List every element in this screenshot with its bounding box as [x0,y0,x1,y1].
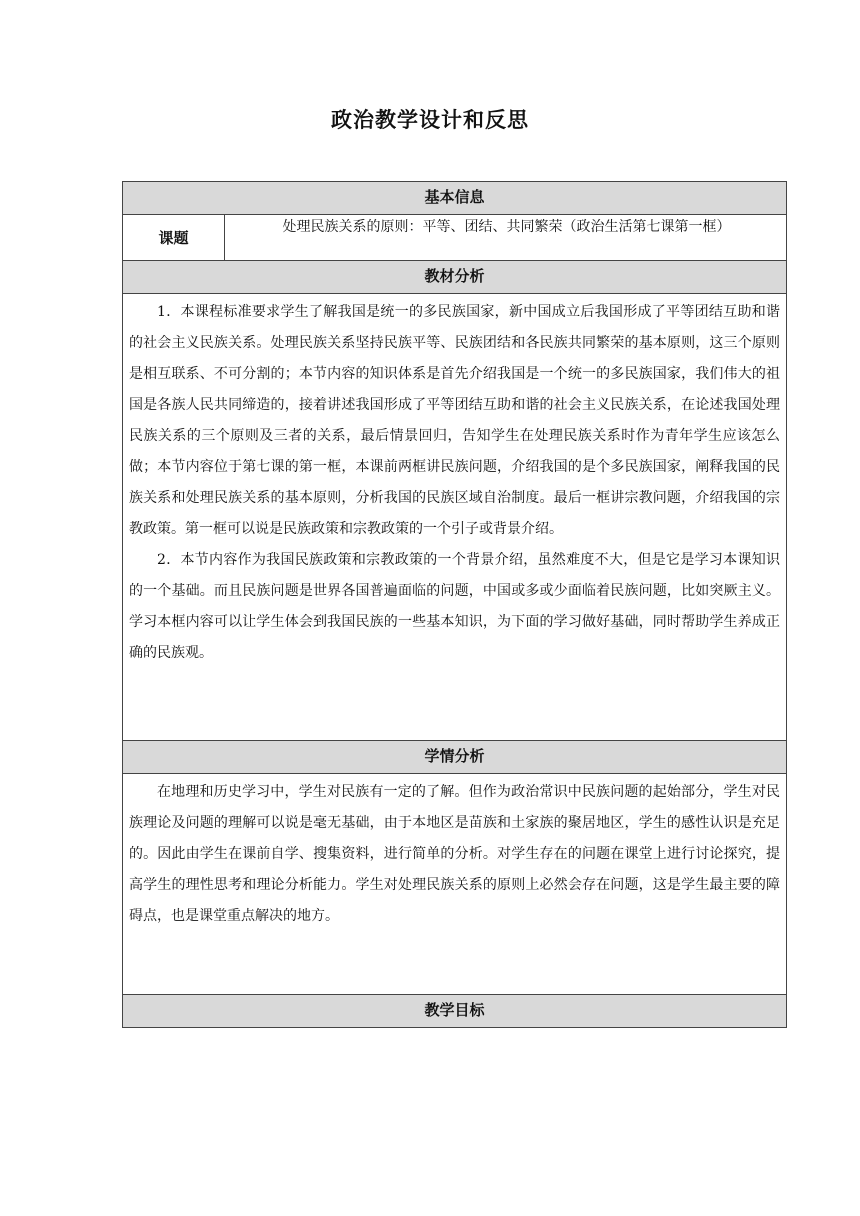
lesson-plan-table [122,181,787,1028]
section-header-material-analysis: 教材分析 [123,261,787,294]
student-analysis-paragraph: 在地理和历史学习中，学生对民族有一定的了解。但作为政治常识中民族问题的起始部分，学生对民族理论及问题的理解可以说是毫无基础，由于本地区是苗族和土家族的聚居地区，学生的感性认识是充足的。因此由学生在课前自学、搜集资料，进行简单的分析。对学生存在的问题在课堂上进行讨论探究，提高学生的理性思考和理论分析能力。学生对处理民族关系的原则上必然会存在问题，这是学生最主要的障碍点，也是课堂重点解决的地方。 [129,784,781,924]
topic-value: 处理民族关系的原则：平等、团结、共同繁荣（政治生活第七课第一框） [225,215,787,261]
material-analysis-paragraph-2: 2．本节内容作为我国民族政策和宗教政策的一个背景介绍，虽然难度不大，但是它是学习本课知识的一个基础。而且民族问题是世界各国普遍面临的问题，中国或多或少面临着民族问题，比如突厥主义。学习本框内容可以让学生体会到我国民族的一些基本知识，为下面的学习做好基础，同时帮助学生养成正确的民族观。 [129,552,781,661]
section-header-teaching-goals: 教学目标 [123,995,787,1028]
section-header-student-analysis: 学情分析 [123,741,787,774]
material-analysis-content [123,294,787,741]
student-analysis-content [123,774,787,995]
topic-label: 课题 [123,215,225,261]
section-header-basic-info: 基本信息 [123,182,787,215]
document-title: 政治教学设计和反思 [331,108,529,132]
material-analysis-paragraph-1: 1．本课程标准要求学生了解我国是统一的多民族国家，新中国成立后我国形成了平等团结互助和谐的社会主义民族关系。处理民族关系坚持民族平等、民族团结和各民族共同繁荣的基本原则，这三个原则是相互联系、不可分割的；本节内容的知识体系是首先介绍我国是一个统一的多民族国家，我们伟大的祖国是各族人民共同缔造的，接着讲述我国形成了平等团结互助和谐的社会主义民族关系，在论述我国处理民族关系的三个原则及三者的关系，最后情景回归，告知学生在处理民族关系时作为青年学生应该怎么做；本节内容位于第七课的第一框，本课前两框讲民族问题，介绍我国的是个多民族国家，阐释我国的民族关系和处理民族关系的基本原则，分析我国的民族区域自治制度。最后一框讲宗教问题，介绍我国的宗教政策。第一框可以说是民族政策和宗教政策的一个引子或背景介绍。 [129,304,781,537]
